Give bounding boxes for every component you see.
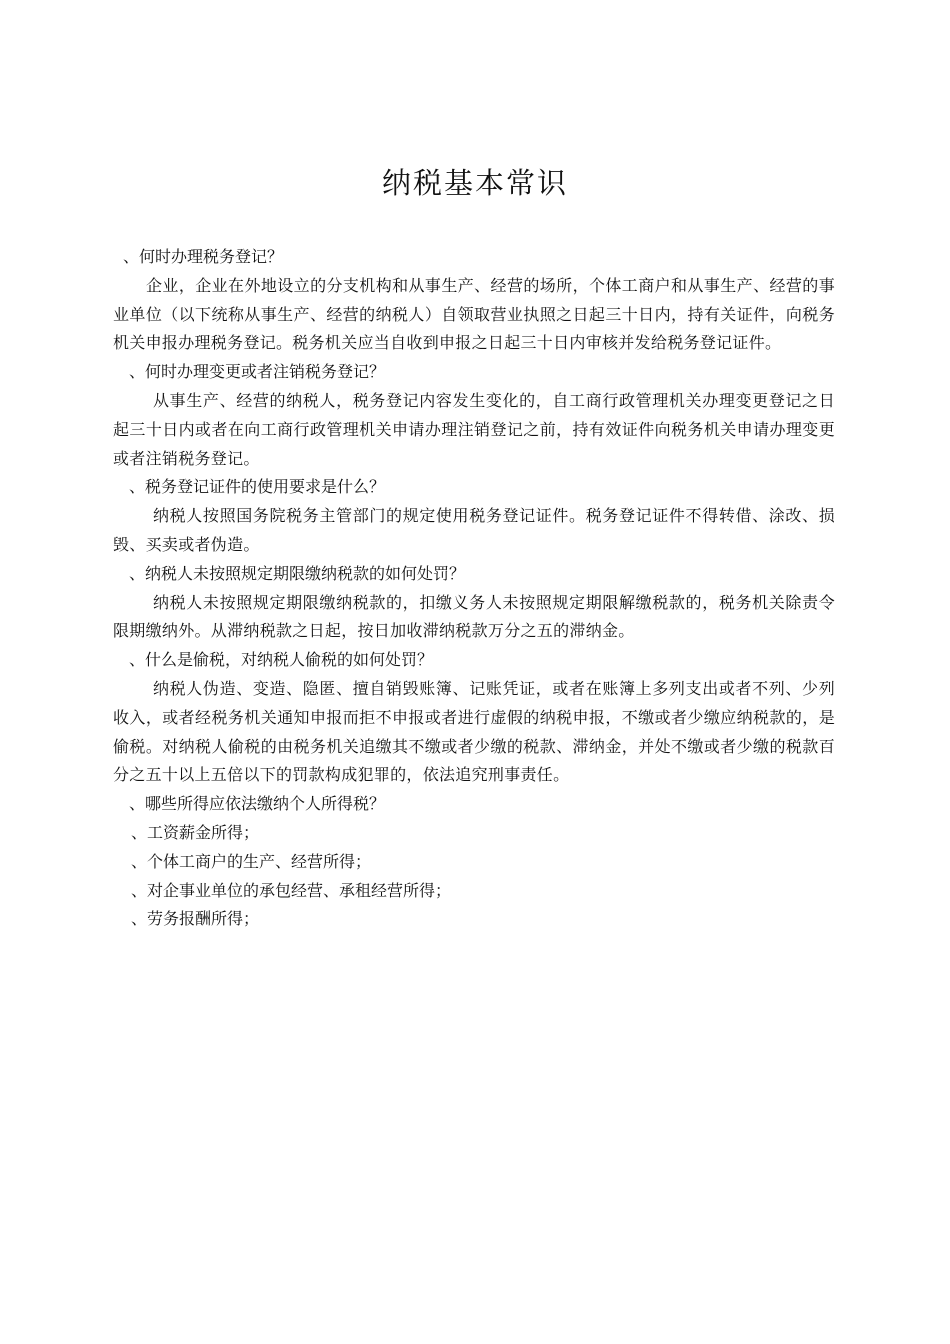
section-answer-4: 纳税人未按照规定期限缴纳税款的，扣缴义务人未按照规定期限解缴税款的，税务机关除责令限期缴纳外。从滞纳税款之日起，按日加收滞纳税款万分之五的滞纳金。 <box>113 592 835 641</box>
section-question-1: 、何时办理税务登记？ <box>123 247 284 266</box>
section-answer-1: 企业，企业在外地设立的分支机构和从事生产、经营的场所，个体工商户和从事生产、经营的事业单位（以下统称从事生产、经营的纳税人）自领取营业执照之日起三十日内，持有关证件，向税务机关申报办理税务登记。税务机关应当自收到申报之日起三十日内审核并发给税务登记证件。 <box>113 275 835 353</box>
section-question-3: 、税务登记证件的使用要求是什么？ <box>129 477 386 497</box>
section-question-4: 、纳税人未按照规定期限缴纳税款的如何处罚？ <box>129 563 466 583</box>
list-item: 、工资薪金所得； <box>131 822 260 842</box>
section-answer-3: 纳税人按照国务院税务主管部门的规定使用税务登记证件。税务登记证件不得转借、涂改、损毁、买卖或者伪造。 <box>113 506 835 554</box>
section-question-2: 、何时办理变更或者注销税务登记？ <box>129 362 386 382</box>
list-item: 、对企事业单位的承包经营、承租经营所得； <box>131 880 452 900</box>
section-question-5: 、什么是偷税，对纳税人偷税的如何处罚？ <box>129 650 434 670</box>
list-item: 、个体工商户的生产、经营所得； <box>131 851 372 871</box>
list-item: 、劳务报酬所得； <box>131 909 260 929</box>
section-answer-2: 从事生产、经营的纳税人，税务登记内容发生变化的，自工商行政管理机关办理变更登记之日起三十日内或者在向工商行政管理机关申请办理注销登记之前，持有效证件向税务机关申请办理变更或者注销税务登记。 <box>113 390 835 468</box>
document-body <box>113 243 835 934</box>
section-question-6: 、哪些所得应依法缴纳个人所得税？ <box>129 794 386 814</box>
section-answer-5: 纳税人伪造、变造、隐匿、擅自销毁账簿、记账凭证，或者在账簿上多列支出或者不列、少列收入，或者经税务机关通知申报而拒不申报或者进行虚假的纳税申报，不缴或者少缴应纳税款的，是偷税。对纳税人偷税的由税务机关追缴其不缴或者少缴的税款、滞纳金，并处不缴或者少缴的税款百分之五十以上五倍以下的罚款构成犯罪的，依法追究刑事责任。 <box>113 678 835 785</box>
document-title: 纳税基本常识 <box>381 166 568 200</box>
